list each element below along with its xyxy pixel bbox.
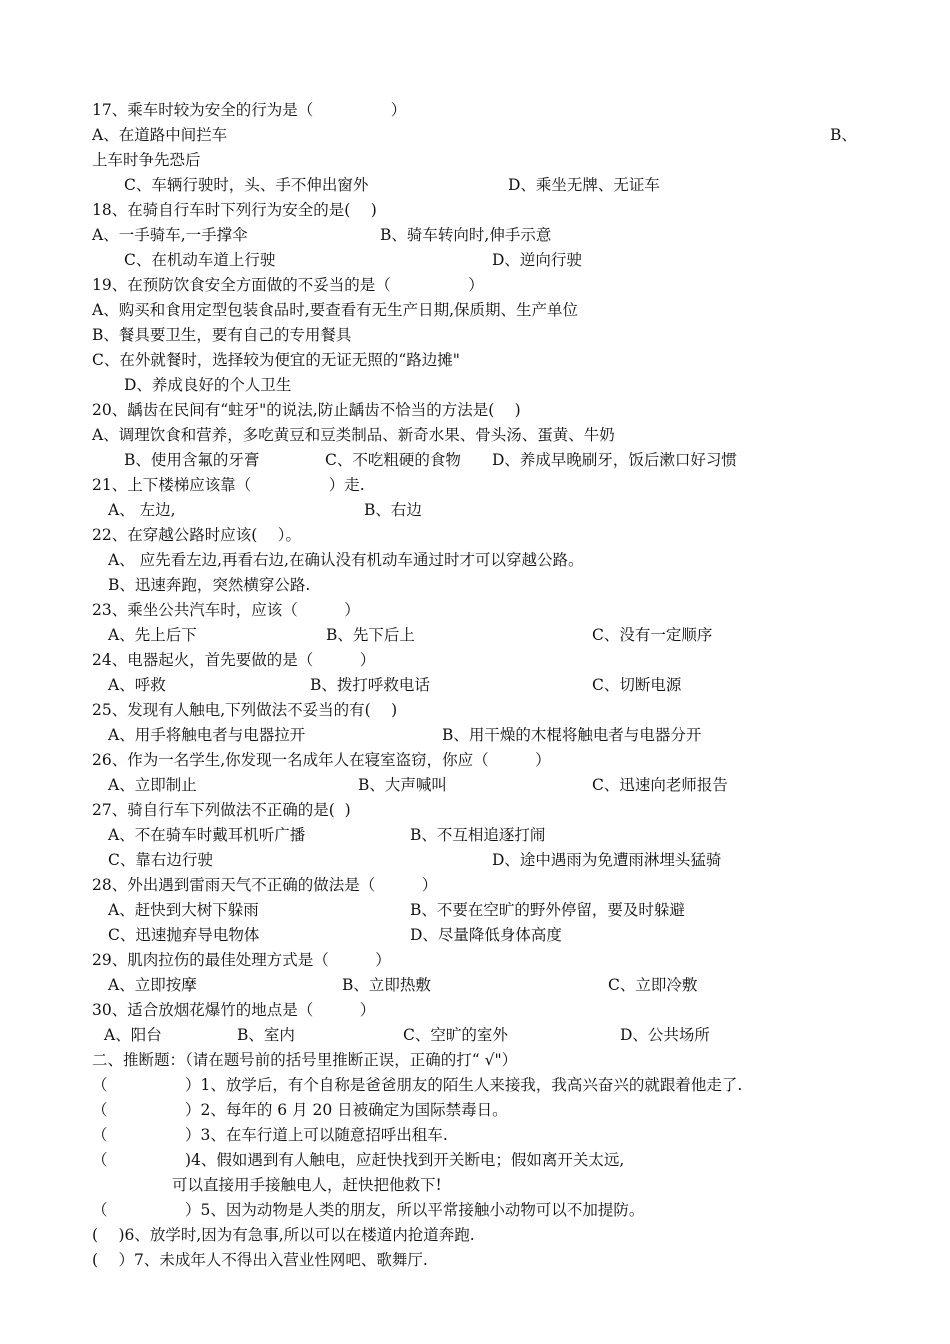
judgement-item-7: ( ）7、未成年人不得出入营业性网吧、歌舞厅.: [92, 1251, 428, 1269]
question-30-stem: 30、适合放烟花爆竹的地点是（ ）: [92, 1001, 376, 1019]
question-30-option-c: C、空旷的室外: [403, 1026, 508, 1044]
question-23-option-b: B、先下后上: [326, 626, 415, 644]
question-24-option-a: A、呼救: [108, 676, 166, 694]
question-22-option-b: B、迅速奔跑，突然横穿公路.: [108, 576, 311, 594]
judgement-item-4-continued: 可以直接用手接触电人，赶快把他救下!: [172, 1176, 442, 1194]
question-17-option-c: C、车辆行驶时，头、手不伸出窗外: [124, 176, 369, 194]
judgement-item-3: （ ）3、在车行道上可以随意招呼出租车.: [92, 1126, 448, 1144]
question-20-option-b: B、使用含氟的牙膏: [124, 451, 260, 469]
question-21-option-a: A、 左边,: [108, 501, 176, 519]
question-27-stem: 27、骑自行车下列做法不正确的是( ): [92, 801, 351, 819]
question-20-option-d: D、养成早晚刷牙，饭后漱口好习惯: [492, 451, 737, 469]
question-18-option-c: C、在机动车道上行驶: [124, 251, 276, 269]
judgement-item-1: （ ）1、放学后，有个自称是爸爸朋友的陌生人来接我，我高兴奋兴的就跟着他走了.: [92, 1076, 743, 1094]
question-25-option-b: B、用干燥的木棍将触电者与电器分开: [442, 726, 702, 744]
question-17-option-b-tail: 上车时争先恐后: [92, 151, 201, 169]
question-29-option-b: B、立即热敷: [342, 976, 431, 994]
question-18-option-d: D、逆向行驶: [492, 251, 582, 269]
judgement-item-2: （ ）2、每年的 6 月 20 日被确定为国际禁毒日。: [92, 1101, 508, 1119]
question-20-option-c: C、不吃粗硬的食物: [325, 451, 461, 469]
question-29-stem: 29、肌肉拉伤的最佳处理方式是（ ）: [92, 951, 391, 969]
question-24-stem: 24、电器起火，首先要做的是（ ）: [92, 651, 376, 669]
question-23-option-a: A、先上后下: [108, 626, 197, 644]
question-17-option-a: A、在道路中间拦车: [92, 126, 228, 144]
question-25-stem: 25、发现有人触电,下列做法不妥当的有( ): [92, 701, 398, 719]
question-23-option-c: C、没有一定顺序: [592, 626, 713, 644]
question-27-option-b: B、不互相追逐打闹: [410, 826, 546, 844]
question-19-option-a: A、购买和食用定型包装食品时,要查看有无生产日期,保质期、生产单位: [92, 301, 579, 319]
question-18-option-a: A、一手骑车,一手撑伞: [92, 226, 248, 244]
question-17-stem: 17、乘车时较为安全的行为是（ ）: [92, 101, 407, 119]
question-27-option-c: C、靠右边行驶: [108, 851, 213, 869]
question-26-option-c: C、迅速向老师报告: [592, 776, 728, 794]
question-29-option-a: A、立即按摩: [108, 976, 197, 994]
question-30-option-d: D、公共场所: [620, 1026, 710, 1044]
question-29-option-c: C、立即冷敷: [608, 976, 698, 994]
question-19-option-d: D、养成良好的个人卫生: [124, 376, 292, 394]
question-22-stem: 22、在穿越公路时应该( ）。: [92, 526, 301, 544]
question-28-option-d: D、尽量降低身体高度: [410, 926, 562, 944]
question-27-option-d: D、途中遇雨为免遭雨淋埋头猛骑: [492, 851, 722, 869]
question-18-stem: 18、在骑自行车时下列行为安全的是( ): [92, 201, 377, 219]
question-24-option-c: C、切断电源: [592, 676, 682, 694]
question-25-option-a: A、用手将触电者与电器拉开: [108, 726, 306, 744]
question-19-option-b: B、餐具要卫生，要有自己的专用餐具: [92, 326, 352, 344]
judgement-item-6: ( )6、放学时,因为有急事,所以可以在楼道内抢道奔跑.: [92, 1226, 475, 1244]
question-20-option-a: A、调理饮食和营养，多吃黄豆和豆类制品、新奇水果、骨头汤、蛋黄、牛奶: [92, 426, 615, 444]
question-23-stem: 23、乘坐公共汽车时，应该（ ）: [92, 601, 360, 619]
question-26-option-b: B、大声喊叫: [358, 776, 447, 794]
question-21-option-b: B、右边: [364, 501, 422, 519]
question-19-option-c: C、在外就餐时，选择较为便宜的无证无照的“路边摊": [92, 351, 460, 369]
question-27-option-a: A、不在骑车时戴耳机听广播: [108, 826, 306, 844]
question-28-option-a: A、赶快到大树下躲雨: [108, 901, 259, 919]
question-20-stem: 20、龋齿在民间有“蛀牙"的说法,防止龋齿不恰当的方法是( ): [92, 401, 521, 419]
judgement-item-4: （ )4、假如遇到有人触电，应赶快找到开关断电；假如离开关太远,: [92, 1151, 625, 1169]
question-17-option-d: D、乘坐无牌、无证车: [508, 176, 660, 194]
question-17-option-b-head: B、: [830, 126, 857, 144]
question-26-option-a: A、立即制止: [108, 776, 197, 794]
judgement-item-5: （ ）5、因为动物是人类的朋友，所以平常接触小动物可以不加提防。: [92, 1201, 645, 1219]
question-18-option-b: B、骑车转向时,伸手示意: [380, 226, 552, 244]
question-28-option-b: B、不要在空旷的野外停留，要及时躲避: [410, 901, 685, 919]
question-19-stem: 19、在预防饮食安全方面做的不妥当的是（ ）: [92, 276, 484, 294]
question-28-option-c: C、迅速抛弃导电物体: [108, 926, 260, 944]
section-2-title: 二、推断题：（请在题号前的括号里推断正误，正确的打“ √"）: [92, 1051, 518, 1069]
question-28-stem: 28、外出遇到雷雨天气不正确的做法是（ ）: [92, 876, 438, 894]
question-22-option-a: A、 应先看左边,再看右边,在确认没有机动车通过时才可以穿越公路。: [108, 551, 584, 569]
question-21-stem: 21、上下楼梯应该靠（ ）走.: [92, 476, 365, 494]
question-26-stem: 26、作为一名学生,你发现一名成年人在寝室盗窃，你应（ ）: [92, 751, 551, 769]
question-24-option-b: B、拨打呼救电话: [310, 676, 430, 694]
question-30-option-a: A、阳台: [104, 1026, 162, 1044]
question-30-option-b: B、室内: [237, 1026, 295, 1044]
